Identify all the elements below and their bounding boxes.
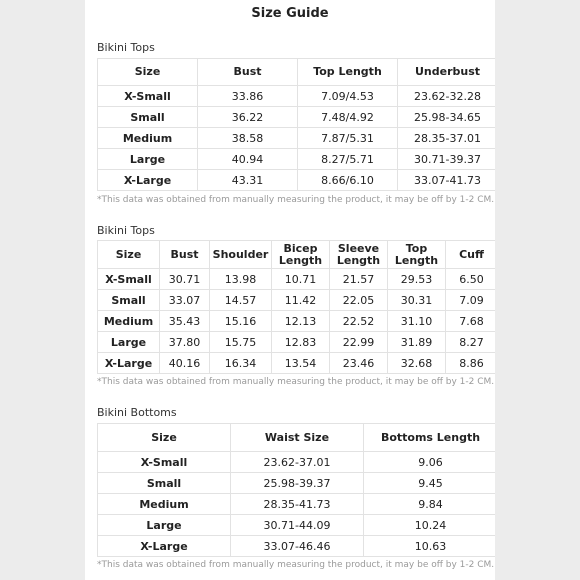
measurement-cell: 7.09 <box>446 290 496 311</box>
measurement-cell: 33.86 <box>198 86 298 107</box>
measurement-cell: 43.31 <box>198 170 298 191</box>
measurement-cell: 8.27/5.71 <box>298 149 398 170</box>
measurement-cell: 30.31 <box>388 290 446 311</box>
column-header-1: Bust <box>198 59 298 86</box>
measurement-cell: 40.94 <box>198 149 298 170</box>
measurement-cell: 14.57 <box>210 290 272 311</box>
measurement-cell: 8.66/6.10 <box>298 170 398 191</box>
measurement-cell: 22.99 <box>330 332 388 353</box>
table-row <box>98 536 496 557</box>
size-cell: Large <box>98 149 198 170</box>
measurement-cell: 33.07-46.46 <box>231 536 364 557</box>
measurement-cell: 7.48/4.92 <box>298 107 398 128</box>
measurement-cell: 9.45 <box>364 473 496 494</box>
bikini-bottoms-size-table <box>97 423 495 557</box>
size-guide-page <box>85 0 495 580</box>
column-header-4: Sleeve Length <box>330 241 388 269</box>
section-label-bikini-tops-2: Bikini Tops <box>97 224 155 237</box>
measurement-note-1: *This data was obtained from manually measuring the product, it may be off by 1-2 CM. <box>97 195 495 205</box>
measurement-cell: 7.68 <box>446 311 496 332</box>
table-row <box>98 170 496 191</box>
size-cell: X-Large <box>98 170 198 191</box>
measurement-cell: 8.27 <box>446 332 496 353</box>
column-header-3: Underbust <box>398 59 496 86</box>
table-row <box>98 149 496 170</box>
column-header-0: Size <box>98 59 198 86</box>
table-row <box>98 452 496 473</box>
measurement-cell: 8.86 <box>446 353 496 374</box>
measurement-cell: 15.16 <box>210 311 272 332</box>
table-row <box>98 311 496 332</box>
table-row <box>98 290 496 311</box>
size-cell: X-Small <box>98 452 231 473</box>
measurement-cell: 28.35-41.73 <box>231 494 364 515</box>
size-cell: X-Large <box>98 353 160 374</box>
measurement-cell: 33.07-41.73 <box>398 170 496 191</box>
measurement-cell: 11.42 <box>272 290 330 311</box>
measurement-cell: 10.71 <box>272 269 330 290</box>
measurement-cell: 23.62-32.28 <box>398 86 496 107</box>
measurement-cell: 7.09/4.53 <box>298 86 398 107</box>
table-row <box>98 332 496 353</box>
measurement-cell: 15.75 <box>210 332 272 353</box>
table-row <box>98 515 496 536</box>
measurement-cell: 12.83 <box>272 332 330 353</box>
column-header-1: Bust <box>160 241 210 269</box>
table-row <box>98 353 496 374</box>
measurement-cell: 31.89 <box>388 332 446 353</box>
size-cell: X-Large <box>98 536 231 557</box>
size-cell: X-Small <box>98 269 160 290</box>
measurement-note-3: *This data was obtained from manually measuring the product, it may be off by 1-2 CM. <box>97 560 495 570</box>
size-cell: Medium <box>98 311 160 332</box>
column-header-1: Waist Size <box>231 424 364 452</box>
measurement-cell: 16.34 <box>210 353 272 374</box>
measurement-cell: 23.46 <box>330 353 388 374</box>
bikini-tops-detailed-size-table <box>97 240 495 374</box>
table-row <box>98 128 496 149</box>
measurement-cell: 13.98 <box>210 269 272 290</box>
page-title: Size Guide <box>251 6 329 21</box>
section-label-bikini-bottoms: Bikini Bottoms <box>97 406 177 419</box>
size-cell: X-Small <box>98 86 198 107</box>
measurement-cell: 13.54 <box>272 353 330 374</box>
column-header-6: Cuff <box>446 241 496 269</box>
bikini-tops-size-table <box>97 58 495 191</box>
measurement-cell: 10.24 <box>364 515 496 536</box>
column-header-0: Size <box>98 424 231 452</box>
column-header-5: Top Length <box>388 241 446 269</box>
measurement-cell: 35.43 <box>160 311 210 332</box>
measurement-cell: 22.05 <box>330 290 388 311</box>
measurement-cell: 9.06 <box>364 452 496 473</box>
table-header-row <box>98 59 496 86</box>
measurement-cell: 36.22 <box>198 107 298 128</box>
measurement-cell: 12.13 <box>272 311 330 332</box>
measurement-cell: 31.10 <box>388 311 446 332</box>
measurement-cell: 30.71-39.37 <box>398 149 496 170</box>
table-header-row <box>98 424 496 452</box>
measurement-cell: 23.62-37.01 <box>231 452 364 473</box>
measurement-cell: 21.57 <box>330 269 388 290</box>
table-row <box>98 269 496 290</box>
table-row <box>98 86 496 107</box>
size-cell: Large <box>98 515 231 536</box>
measurement-cell: 9.84 <box>364 494 496 515</box>
column-header-2: Shoulder <box>210 241 272 269</box>
column-header-0: Size <box>98 241 160 269</box>
measurement-cell: 37.80 <box>160 332 210 353</box>
size-cell: Small <box>98 473 231 494</box>
measurement-cell: 22.52 <box>330 311 388 332</box>
measurement-cell: 10.63 <box>364 536 496 557</box>
measurement-cell: 25.98-39.37 <box>231 473 364 494</box>
measurement-note-2: *This data was obtained from manually measuring the product, it may be off by 1-2 CM. <box>97 377 495 387</box>
measurement-cell: 30.71-44.09 <box>231 515 364 536</box>
column-header-2: Top Length <box>298 59 398 86</box>
table-row <box>98 473 496 494</box>
measurement-cell: 38.58 <box>198 128 298 149</box>
measurement-cell: 40.16 <box>160 353 210 374</box>
table-header-row <box>98 241 496 269</box>
size-cell: Small <box>98 290 160 311</box>
size-cell: Medium <box>98 128 198 149</box>
measurement-cell: 7.87/5.31 <box>298 128 398 149</box>
measurement-cell: 32.68 <box>388 353 446 374</box>
column-header-3: Bicep Length <box>272 241 330 269</box>
table-row <box>98 494 496 515</box>
size-cell: Large <box>98 332 160 353</box>
column-header-2: Bottoms Length <box>364 424 496 452</box>
measurement-cell: 29.53 <box>388 269 446 290</box>
section-label-bikini-tops-1: Bikini Tops <box>97 41 155 54</box>
measurement-cell: 30.71 <box>160 269 210 290</box>
measurement-cell: 6.50 <box>446 269 496 290</box>
measurement-cell: 33.07 <box>160 290 210 311</box>
measurement-cell: 25.98-34.65 <box>398 107 496 128</box>
size-cell: Small <box>98 107 198 128</box>
measurement-cell: 28.35-37.01 <box>398 128 496 149</box>
size-cell: Medium <box>98 494 231 515</box>
table-row <box>98 107 496 128</box>
